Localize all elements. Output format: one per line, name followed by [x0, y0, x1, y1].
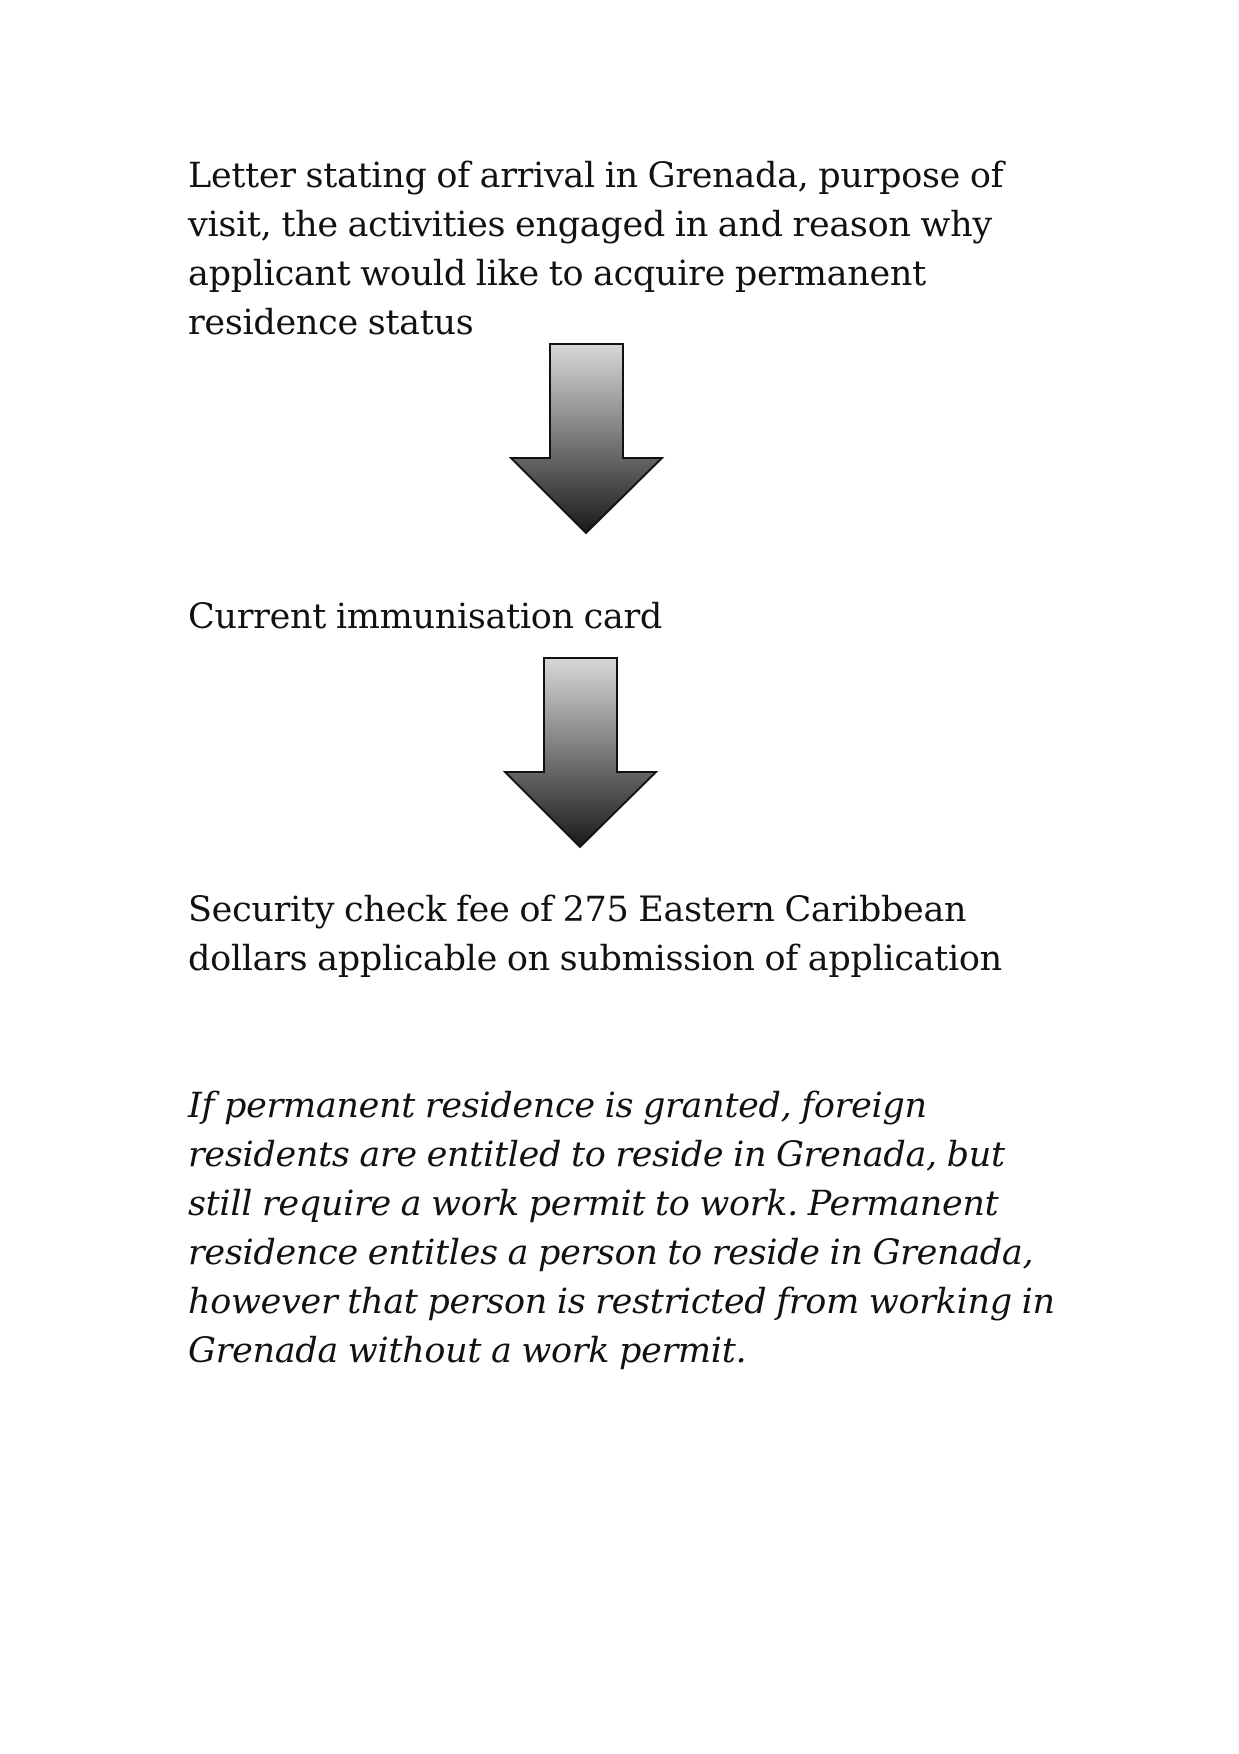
- text-line: visit, the activities engaged in and reason why: [188, 205, 992, 245]
- text-line: Grenada without a work permit.: [188, 1331, 747, 1371]
- text-line: residents are entitled to reside in Grenada, but: [188, 1135, 1005, 1175]
- text-line: residence entitles a person to reside in Grenada,: [188, 1233, 1034, 1273]
- text-line: applicant would like to acquire permanent: [188, 254, 926, 294]
- text-line: still require a work permit to work. Permanent: [188, 1184, 999, 1224]
- step-letter-of-arrival: [188, 152, 1038, 348]
- text-line: If permanent residence is granted, foreign: [188, 1086, 927, 1126]
- permanent-residence-note: [188, 1082, 1068, 1376]
- text-line: Current immunisation card: [188, 597, 663, 637]
- text-line: Security check fee of 275 Eastern Caribbean: [188, 890, 967, 930]
- text-line: dollars applicable on submission of application: [188, 939, 1002, 979]
- step-security-check-fee: [188, 886, 1068, 984]
- down-arrow-icon: [503, 657, 663, 849]
- text-line: Letter stating of arrival in Grenada, purpose of: [188, 156, 1004, 196]
- text-line: residence status: [188, 303, 474, 343]
- text-line: however that person is restricted from working in: [188, 1282, 1055, 1322]
- step-immunisation-card: [188, 593, 1068, 642]
- down-arrow-icon: [509, 343, 669, 535]
